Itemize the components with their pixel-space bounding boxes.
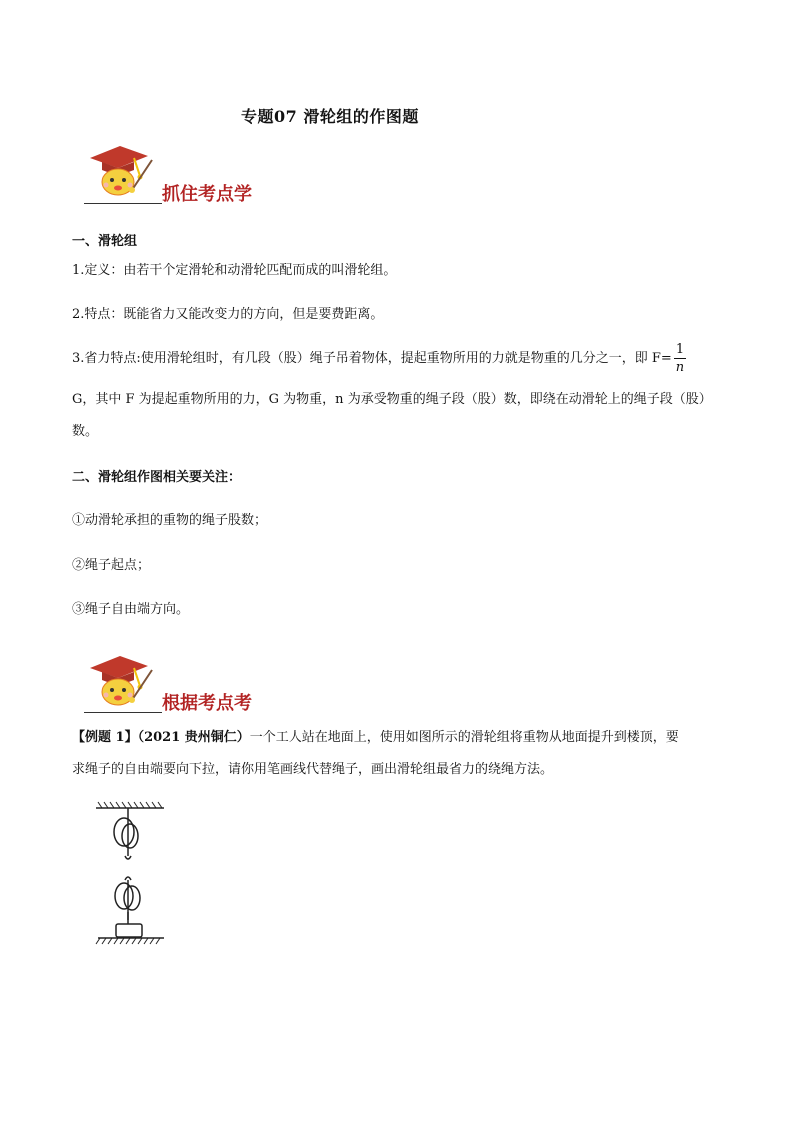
page-title: 专题07 滑轮组的作图题	[241, 107, 419, 126]
force-saving-line1	[72, 343, 686, 374]
pulley-diagram	[92, 800, 172, 954]
section-heading-learn: 抓住考点学	[162, 184, 252, 205]
example-label: 【例题 1】	[72, 730, 138, 745]
list-item: ①动滑轮承担的重物的绳子股数；	[72, 513, 268, 528]
list-item: ②绳子起点；	[72, 558, 151, 573]
force-saving-line2: G，其中 F 为提起重物所用的力，G 为物重，n 为承受物重的绳子段（股）数，即绕在动滑轮上的绳子段（股）	[72, 392, 712, 407]
mascot-graduate-icon	[82, 650, 172, 714]
part2-title: 二、滑轮组作图相关要关注：	[72, 470, 242, 485]
force-saving-line3: 数。	[72, 424, 99, 439]
fraction-one-over-n	[674, 343, 686, 374]
list-item: ③绳子自由端方向。	[72, 602, 190, 617]
section-underline	[84, 203, 162, 204]
example-text1: 一个工人站在地面上，使用如图所示的滑轮组将重物从地面提升到楼顶，要	[249, 730, 679, 745]
force-saving-prefix: 3.省力特点:使用滑轮组时，有几段（股）绳子吊着物体，提起重物所用的力就是物重的几分之一，即 F=	[72, 351, 672, 366]
example-source: （2021 贵州铜仁）	[137, 730, 250, 745]
section-underline	[84, 712, 162, 713]
fraction-numerator: 1	[675, 342, 685, 357]
definition-text: 1.定义：由若干个定滑轮和动滑轮匹配而成的叫滑轮组。	[72, 263, 397, 278]
example-line1	[72, 726, 679, 745]
mascot-graduate-icon	[82, 140, 172, 204]
section-heading-exam: 根据考点考	[162, 693, 252, 714]
fraction-denominator: n	[675, 360, 685, 375]
part1-title: 一、滑轮组	[72, 234, 138, 249]
feature-text: 2.特点：既能省力又能改变力的方向，但是要费距离。	[72, 307, 384, 322]
example-line2: 求绳子的自由端要向下拉，请你用笔画线代替绳子，画出滑轮组最省力的绕绳方法。	[72, 762, 554, 777]
